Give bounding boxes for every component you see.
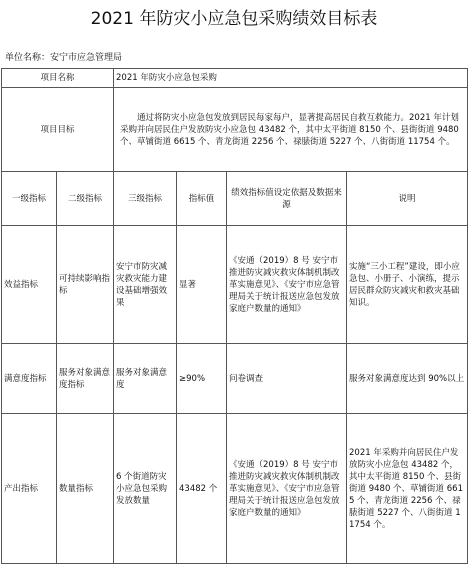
performance-table [1,68,468,564]
table-row [2,344,468,414]
level2-cell: 服务对象满意度指标 [57,344,114,414]
page-title: 2021 年防灾小应急包采购绩效目标表 [90,9,378,29]
project-name-row [2,69,468,88]
project-goal-value: 通过将防灾小应急包发放到居民每家每户，显著提高居民自救互救能力。2021 年计划采购并向居民住户发放防灾小应急包 43482 个，其中太平街道 8150 个、县街街道 9480 个、草铺街道 6615 个、青龙街道 2256 个、禄脿街道 5227 个、八街街道 11754 个。 [114,88,468,172]
level3-cell: 6 个街道防灾小应急包采购发放数量 [114,414,177,564]
header-cell: 说明 [347,172,468,226]
value-cell: 43482 个 [177,414,227,564]
level3-cell: 安宁市防灾减灾救灾能力建设基础增强效果 [114,226,177,344]
project-name-value: 2021 年防灾小应急包采购 [114,69,468,88]
value-cell: ≥90% [177,344,227,414]
table-row [2,226,468,344]
project-name-label: 项目名称 [2,69,114,88]
level2-cell: 数量指标 [57,414,114,564]
header-cell: 二级指标 [57,172,114,226]
project-goal-row [2,88,468,172]
level1-cell: 产出指标 [2,414,57,564]
level1-cell: 满意度指标 [2,344,57,414]
header-cell: 绩效指标值设定依据及数据来源 [227,172,347,226]
header-cell: 一级指标 [2,172,57,226]
project-goal-label: 项目目标 [2,88,114,172]
note-cell: 实施“三小工程”建设，即小应急包、小册子、小演练，提示居民群众防灾减灾和救灾基础知识。 [347,226,468,344]
unit-name: 单位名称：安宁市应急管理局 [5,53,123,63]
value-cell: 显著 [177,226,227,344]
note-cell: 2021 年采购并向居民住户发放防灾小应急包 43482 个，其中太平街道 8150 个、县街街道 9480 个、草铺街道 6615 个、青龙街道 2256 个、禄脿街道 5227 个、八街街道 11754 个。 [347,414,468,564]
level1-cell: 效益指标 [2,226,57,344]
basis-cell: 《安通（2019）8 号 安宁市推进防灾减灾救灾体制机制改革实施意见》、《安宁市应急管理局关于统计报送应急包发放家庭户数量的通知》 [227,226,347,344]
level3-cell: 服务对象满意度 [114,344,177,414]
header-cell: 指标值 [177,172,227,226]
header-cell: 三级指标 [114,172,177,226]
level2-cell: 可持续影响指标 [57,226,114,344]
header-row [2,172,468,226]
table-row [2,414,468,564]
note-cell: 服务对象满意度达到 90%以上 [347,344,468,414]
basis-cell: 《安通（2019）8 号 安宁市推进防灾减灾救灾体制机制改革实施意见》、《安宁市应急管理局关于统计报送应急包发放家庭户数量的通知》 [227,414,347,564]
basis-cell: 问卷调查 [227,344,347,414]
